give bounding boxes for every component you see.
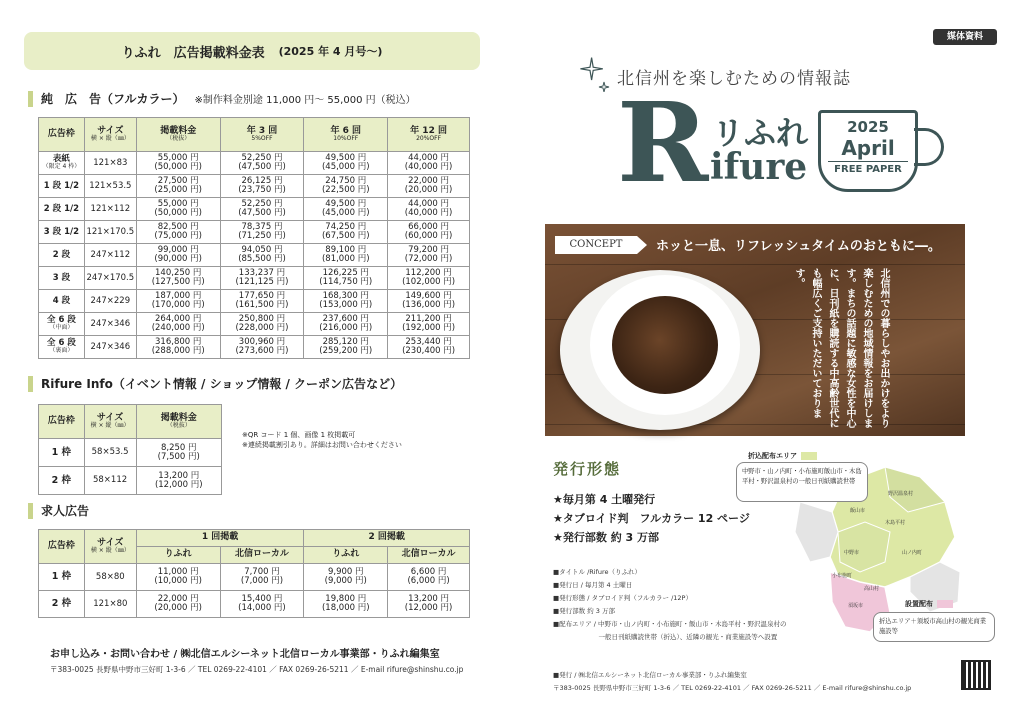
price-incl-tax: 211,200 円	[405, 314, 452, 325]
concept-body: 北信州での暮らしやお出かけをより楽しむための地域情報をお届けします。まちの話題に敏感な女性を中心に、日刊紙を購読する中高齢世代にも幅広くご支持いただいております。	[793, 268, 889, 428]
price-cell	[388, 175, 470, 198]
price-excl-tax: (127,500 円)	[151, 277, 205, 287]
price-excl-tax: (50,000 円)	[154, 208, 202, 218]
price-cell	[136, 152, 220, 175]
price-excl-tax: (6,000 円)	[407, 576, 450, 586]
price-excl-tax: (18,000 円)	[321, 603, 370, 613]
price-incl-tax: 66,000 円	[408, 222, 450, 233]
price-incl-tax: 133,237 円	[238, 268, 286, 279]
price-cell	[136, 591, 220, 618]
price-excl-tax: (85,500 円)	[238, 254, 286, 264]
price-cell	[136, 244, 220, 267]
table-row	[39, 152, 470, 175]
table-row	[39, 564, 470, 591]
table-row	[39, 290, 470, 313]
map-label: 野沢温泉村	[888, 491, 914, 497]
tagline: 北信州を楽しむための情報誌	[617, 69, 851, 89]
price-cell	[136, 198, 220, 221]
price-excl-tax: (121,125 円)	[235, 277, 289, 287]
price-cell	[304, 290, 388, 313]
price-excl-tax: (102,000 円)	[402, 277, 456, 287]
price-incl-tax: 126,225 円	[322, 268, 369, 279]
price-incl-tax: 168,300 円	[322, 291, 369, 302]
price-excl-tax: (25,000 円)	[154, 185, 202, 195]
price-incl-tax: 99,000 円	[157, 245, 199, 256]
price-incl-tax: 26,125 円	[241, 176, 283, 187]
detail-item: ■タイトル /Rifure（りふれ）	[553, 568, 642, 576]
qr-code-icon	[961, 660, 991, 690]
logo-english: ifure	[710, 146, 808, 188]
issue-month: April	[841, 136, 895, 160]
table-row	[39, 439, 222, 467]
price-cell	[304, 267, 388, 290]
price-excl-tax: (240,000 円)	[151, 323, 205, 333]
price-cell	[220, 221, 304, 244]
slot-cell: 3 段	[39, 267, 85, 290]
price-excl-tax: (230,400 円)	[402, 346, 456, 356]
price-incl-tax: 22,000 円	[408, 176, 450, 187]
size-cell: 58×53.5	[84, 439, 136, 467]
section-note: ※制作料金別途 11,000 円〜 55,000 円（税込）	[194, 95, 416, 106]
price-incl-tax: 19,800 円	[325, 594, 367, 605]
price-incl-tax: 149,600 円	[405, 291, 452, 302]
table-row	[39, 467, 222, 495]
price-incl-tax: 316,800 円	[155, 337, 202, 348]
table-row	[39, 591, 470, 618]
legend-swatch-green	[801, 452, 817, 460]
price-cell	[388, 564, 470, 591]
price-cell	[304, 336, 388, 359]
logo-letter-r: R	[617, 78, 709, 207]
note-qr: ※QR コード 1 個、画像 1 枚掲載可	[242, 431, 356, 439]
sub-header: 北信ローカル	[388, 547, 470, 564]
price-excl-tax: (71,250 円)	[238, 231, 286, 241]
slot-cell: 全 6 段 （中面）	[39, 313, 85, 336]
map-label: 中野市	[844, 550, 860, 556]
price-cell	[304, 152, 388, 175]
table-row	[39, 244, 470, 267]
contact-title: お申し込み・お問い合わせ / ㈱北信エルシーネット北信ローカル事業部・りふれ編集室	[50, 649, 440, 660]
table-row	[39, 175, 470, 198]
price-incl-tax: 253,440 円	[405, 337, 452, 348]
slot-cell: 2 段 1/2	[39, 198, 85, 221]
price-cell: 13,200 円 (12,000 円)	[136, 467, 222, 495]
price-excl-tax: (288,000 円)	[151, 346, 205, 356]
price-cell	[136, 221, 220, 244]
price-cell: 8,250 円 (7,500 円)	[136, 439, 222, 467]
insert-area-callout: 中野市・山ノ内町・小布施町飯山市・木島平村・野沢温泉村の一般日刊紙購読世帯	[736, 462, 868, 502]
price-cell	[220, 244, 304, 267]
price-excl-tax: (7,000 円)	[240, 576, 284, 586]
section-title: Rifure Info（イベント情報 / ショップ情報 / クーポン広告など）	[41, 377, 403, 391]
sub-header: りふれ	[136, 547, 220, 564]
price-incl-tax: 24,750 円	[325, 176, 367, 187]
price-incl-tax: 89,100 円	[325, 245, 367, 256]
map-label: 高山村	[864, 586, 880, 592]
price-excl-tax: (75,000 円)	[154, 231, 202, 241]
price-incl-tax: 49,500 円	[325, 153, 367, 164]
size-cell: 58×80	[84, 564, 136, 591]
col-header: 年 6 回 10%OFF	[304, 118, 388, 152]
group-header-once: 1 回掲載	[136, 530, 304, 547]
publisher-footer	[553, 669, 911, 695]
size-cell: 121×83	[84, 152, 136, 175]
slot-cell: 4 段	[39, 290, 85, 313]
price-incl-tax: 79,200 円	[408, 245, 450, 256]
price-cell	[136, 313, 220, 336]
price-excl-tax: (23,750 円)	[238, 185, 286, 195]
price-incl-tax: 250,800 円	[238, 314, 286, 325]
sub-header: 北信ローカル	[220, 547, 304, 564]
slot-cell: 1 枠	[39, 439, 85, 467]
price-excl-tax: (45,000 円)	[321, 208, 370, 218]
price-cell	[388, 336, 470, 359]
section-display-ads-heading	[28, 90, 416, 107]
price-cell	[388, 290, 470, 313]
price-cell	[304, 564, 388, 591]
price-cell	[304, 175, 388, 198]
size-cell: 121×170.5	[84, 221, 136, 244]
legend-placement-area	[905, 599, 953, 609]
price-incl-tax: 82,500 円	[157, 222, 199, 233]
note-discount: ※連続掲載割引あり。詳細はお問い合わせください	[242, 440, 402, 449]
price-excl-tax: (10,000 円)	[154, 576, 202, 586]
map-label: 山ノ内町	[902, 550, 923, 556]
detail-item: ■配布エリア / 中野市・山ノ内町・小布施町・飯山市・木島平村・野沢温泉村の	[553, 620, 787, 628]
col-header: サイズ 横 × 縦（㎜）	[84, 118, 136, 152]
price-cell	[304, 313, 388, 336]
price-incl-tax: 15,400 円	[241, 594, 283, 605]
price-cell	[388, 267, 470, 290]
price-cell	[388, 591, 470, 618]
price-excl-tax: (22,500 円)	[321, 185, 370, 195]
issue-item: ★発行部数 約 3 万部	[553, 531, 660, 544]
price-cell	[388, 313, 470, 336]
placement-area-callout: 折込エリア＋須坂市高山村の観光商業施設等	[873, 612, 995, 642]
section-title: 純 広 告（フルカラー）	[41, 92, 185, 106]
price-excl-tax: (47,500 円)	[238, 162, 286, 172]
price-incl-tax: 285,120 円	[322, 337, 369, 348]
price-cell	[136, 267, 220, 290]
col-header: 年 12 回 20%OFF	[388, 118, 470, 152]
slot-cell: 1 枠	[39, 564, 85, 591]
slot-cell: 2 枠	[39, 467, 85, 495]
issue-format-title: 発行形態	[553, 460, 622, 478]
map-label: 小布施町	[832, 573, 853, 579]
size-cell: 121×53.5	[84, 175, 136, 198]
col-header: 年 3 回 5%OFF	[220, 118, 304, 152]
col-header-slot: 広告枠	[39, 530, 85, 564]
group-header-twice: 2 回掲載	[304, 530, 470, 547]
price-cell	[220, 564, 304, 591]
price-incl-tax: 237,600 円	[322, 314, 369, 325]
size-cell: 247×170.5	[84, 267, 136, 290]
size-cell: 247×346	[84, 313, 136, 336]
price-cell	[388, 221, 470, 244]
section-bar	[28, 503, 33, 519]
section-bar	[28, 91, 33, 107]
publisher-address: 〒383-0025 長野県中野市三好町 1-3-6 ／ TEL 0269-22-4101 ／ FAX 0269-26-5211 ／ E-mail rifure@shinshu.co.jp	[553, 684, 912, 692]
col-header: サイズ 横 × 縦（㎜）	[84, 405, 136, 439]
issue-year: 2025	[847, 118, 889, 136]
col-header: 広告枠	[39, 405, 85, 439]
price-excl-tax: (47,500 円)	[238, 208, 286, 218]
size-cell: 58×112	[84, 467, 136, 495]
price-excl-tax: (9,000 円)	[324, 576, 367, 586]
sub-header: りふれ	[304, 547, 388, 564]
price-cell	[220, 198, 304, 221]
coffee-image	[612, 296, 718, 394]
price-cell	[388, 198, 470, 221]
price-excl-tax: (45,000 円)	[321, 162, 370, 172]
price-excl-tax: (114,750 円)	[319, 277, 373, 287]
detail-item: 一般日刊紙購読世帯（折込）、近隣の観光・商業施設等へ設置	[553, 633, 778, 641]
price-cell	[220, 175, 304, 198]
rifure-info-table	[38, 404, 222, 495]
price-cell	[220, 152, 304, 175]
logo-japanese: リふれ	[712, 114, 809, 152]
price-excl-tax: (273,600 円)	[235, 346, 289, 356]
price-incl-tax: 264,000 円	[155, 314, 202, 325]
legend-label: 設置配布	[905, 600, 933, 608]
price-excl-tax: (216,000 円)	[319, 323, 373, 333]
section-job-ads-heading	[28, 502, 89, 519]
price-cell	[220, 591, 304, 618]
contact-address: 〒383-0025 長野県中野市三好町 1-3-6 ／ TEL 0269-22-4101 ／ FAX 0269-26-5211 ／ E-mail rifure@shinshu.co.jp	[50, 665, 464, 674]
legend-insert-area	[748, 451, 817, 461]
price-incl-tax: 11,000 円	[157, 567, 199, 578]
price-excl-tax: (136,000 円)	[402, 300, 456, 310]
publisher-line: ■発行 / ㈱北信エルシーネット北信ローカル事業部・りふれ編集室	[553, 671, 747, 679]
price-cell	[220, 336, 304, 359]
publication-details	[553, 566, 786, 644]
rate-card-title	[24, 32, 480, 70]
price-incl-tax: 55,000 円	[157, 153, 199, 164]
map-label: 須坂市	[848, 603, 864, 609]
price-cell	[220, 313, 304, 336]
price-excl-tax: (81,000 円)	[321, 254, 370, 264]
price-excl-tax: (67,500 円)	[321, 231, 370, 241]
cup-handle-icon	[914, 128, 944, 166]
price-excl-tax: (72,000 円)	[404, 254, 453, 264]
price-cell	[136, 564, 220, 591]
col-header: 掲載料金 （税抜）	[136, 405, 222, 439]
col-header: 掲載料金 （税抜）	[136, 118, 220, 152]
concept-label: CONCEPT	[555, 236, 637, 254]
price-cell	[220, 267, 304, 290]
slot-cell: 全 6 段 （裏面）	[39, 336, 85, 359]
price-excl-tax: (228,000 円)	[235, 323, 289, 333]
table-row	[39, 313, 470, 336]
price-incl-tax: 9,900 円	[327, 567, 364, 578]
price-incl-tax: 187,000 円	[155, 291, 202, 302]
size-cell: 247×229	[84, 290, 136, 313]
size-cell: 121×80	[84, 591, 136, 618]
price-excl-tax: (259,200 円)	[319, 346, 373, 356]
price-excl-tax: (161,500 円)	[235, 300, 289, 310]
price-incl-tax: 44,000 円	[408, 199, 450, 210]
size-cell: 121×112	[84, 198, 136, 221]
price-incl-tax: 22,000 円	[157, 594, 199, 605]
free-paper-label: FREE PAPER	[834, 164, 902, 175]
detail-item: ■発行日 / 毎月第 4 土曜日	[553, 581, 633, 589]
issue-item: ★タブロイド判 フルカラー 12 ページ	[553, 512, 750, 525]
issue-item: ★毎月第 4 土曜発行	[553, 493, 656, 506]
price-cell	[388, 152, 470, 175]
price-excl-tax: (40,000 円)	[404, 208, 453, 218]
price-incl-tax: 94,050 円	[241, 245, 283, 256]
concept-arrow-icon	[637, 236, 647, 254]
table-row	[39, 336, 470, 359]
price-cell	[304, 221, 388, 244]
price-excl-tax: (40,000 円)	[404, 162, 453, 172]
price-incl-tax: 49,500 円	[325, 199, 367, 210]
price-excl-tax: (192,000 円)	[402, 323, 456, 333]
price-cell	[388, 244, 470, 267]
price-incl-tax: 7,700 円	[244, 567, 280, 578]
price-excl-tax: (90,000 円)	[154, 254, 202, 264]
price-cell	[304, 591, 388, 618]
price-incl-tax: 74,250 円	[325, 222, 367, 233]
price-excl-tax: (20,000 円)	[154, 603, 202, 613]
price-incl-tax: 140,250 円	[155, 268, 202, 279]
price-incl-tax: 44,000 円	[408, 153, 450, 164]
legend-label: 折込配布エリア	[748, 452, 797, 460]
price-incl-tax: 13,200 円	[408, 594, 450, 605]
detail-item: ■発行部数 約 3 万部	[553, 607, 615, 615]
price-cell	[304, 244, 388, 267]
map-label: 飯山市	[850, 508, 866, 514]
display-ads-table	[38, 117, 470, 359]
media-kit-badge: 媒体資料	[933, 29, 997, 45]
price-cell	[136, 336, 220, 359]
price-incl-tax: 52,250 円	[241, 153, 283, 164]
price-excl-tax: (20,000 円)	[404, 185, 453, 195]
cup-divider	[828, 161, 908, 162]
price-incl-tax: 112,200 円	[405, 268, 452, 279]
table-row	[39, 198, 470, 221]
price-incl-tax: 78,375 円	[241, 222, 283, 233]
price-incl-tax: 27,500 円	[157, 176, 199, 187]
table-row	[39, 221, 470, 244]
sparkle-icon	[578, 56, 610, 92]
col-header: 広告枠	[39, 118, 85, 152]
price-incl-tax: 6,600 円	[410, 567, 447, 578]
slot-cell: 2 枠	[39, 591, 85, 618]
rifure-info-notes	[242, 431, 402, 451]
table-row	[39, 267, 470, 290]
price-excl-tax: (60,000 円)	[404, 231, 453, 241]
price-cell	[136, 175, 220, 198]
price-incl-tax: 55,000 円	[157, 199, 199, 210]
issue-format-list	[553, 490, 750, 547]
legend-swatch-pink	[937, 600, 953, 608]
price-excl-tax: (50,000 円)	[154, 162, 202, 172]
slot-cell: 2 段	[39, 244, 85, 267]
price-incl-tax: 52,250 円	[241, 199, 283, 210]
map-label: 木島平村	[885, 520, 906, 526]
price-excl-tax: (153,000 円)	[319, 300, 373, 310]
job-ads-table	[38, 529, 470, 618]
section-title: 求人広告	[41, 504, 90, 518]
concept-headline: ホッと一息、リフレッシュタイムのおともに―。	[656, 239, 941, 254]
price-excl-tax: (12,000 円)	[404, 603, 453, 613]
title-text: りふれ 広告掲載料金表	[121, 45, 265, 61]
price-incl-tax: 300,960 円	[238, 337, 286, 348]
slot-cell: 表紙 （限定 4 枠）	[39, 152, 85, 175]
size-cell: 247×112	[84, 244, 136, 267]
price-excl-tax: (170,000 円)	[151, 300, 205, 310]
col-header-size: サイズ 横 × 縦（㎜）	[84, 530, 136, 564]
price-cell	[304, 198, 388, 221]
price-excl-tax: (14,000 円)	[238, 603, 286, 613]
price-cell	[220, 290, 304, 313]
title-period: (2025 年 4 月号〜)	[278, 45, 383, 58]
section-rifure-info-heading	[28, 375, 402, 392]
size-cell: 247×346	[84, 336, 136, 359]
slot-cell: 1 段 1/2	[39, 175, 85, 198]
section-bar	[28, 376, 33, 392]
price-incl-tax: 177,650 円	[238, 291, 286, 302]
detail-item: ■発行形態 / タブロイド判（フルカラー /12P）	[553, 594, 692, 602]
price-cell	[136, 290, 220, 313]
slot-cell: 3 段 1/2	[39, 221, 85, 244]
